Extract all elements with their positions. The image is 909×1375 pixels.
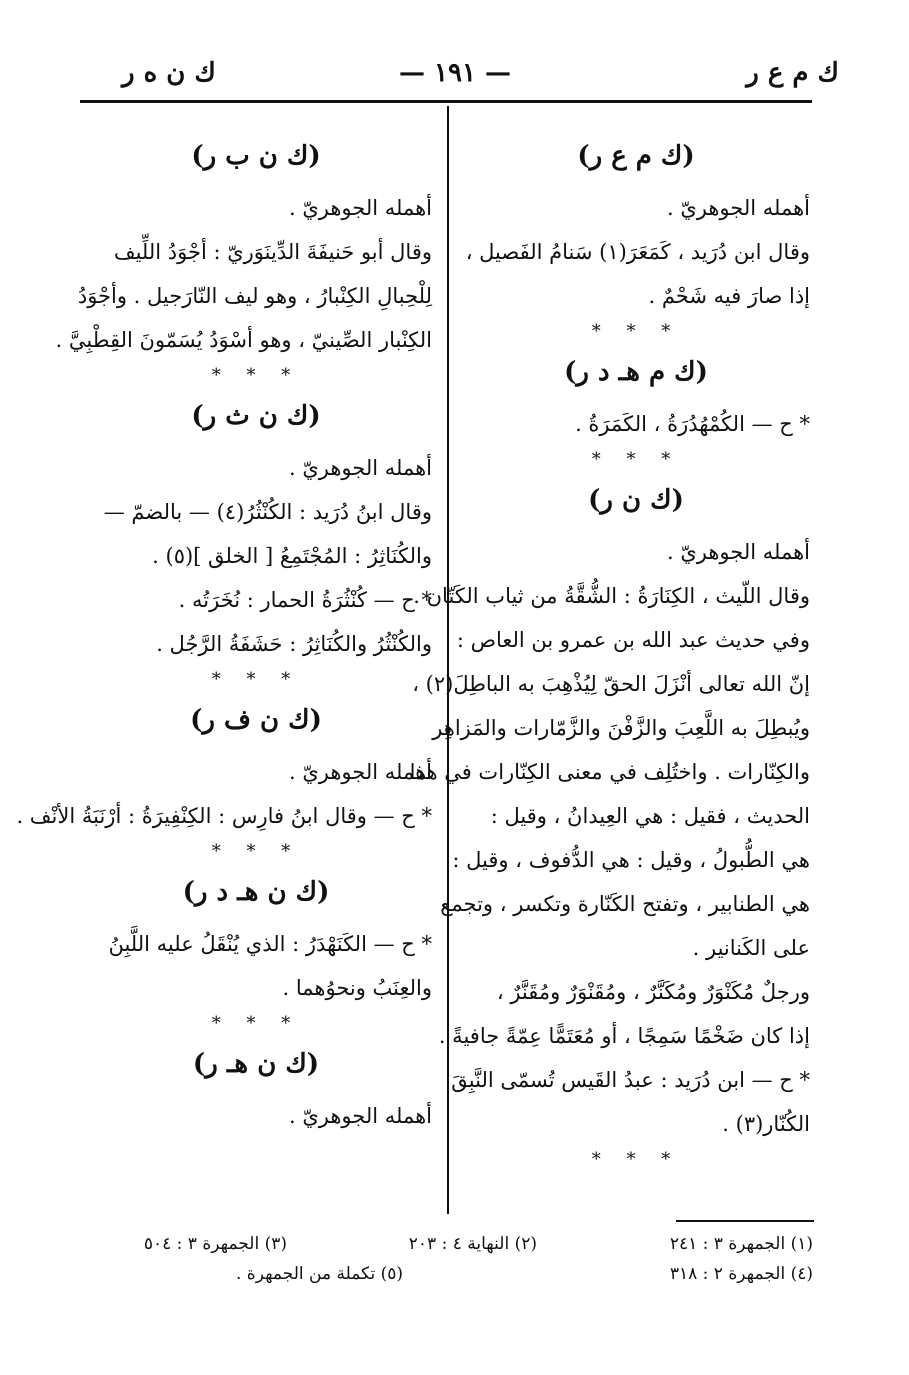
- entry-heading: (ك ن ب ر): [191, 141, 321, 171]
- entry-line: وقال ابنُ دُرَيد : الكُنْثُرُ(٤) — بالضمّ —: [103, 500, 432, 524]
- entry-line: أهمله الجوهريّ .: [288, 1104, 432, 1128]
- entry-line: أهمله الجوهريّ .: [288, 456, 432, 480]
- entry-line: وقال اللّيث ، الكِنَارَةُ : الشُّقَّةُ من ثياب الكَتّان .: [413, 584, 810, 608]
- entry-line: وقال أبو حَنيفَةَ الدِّينَوَريّ : أجْوَدُ اللِّيف: [113, 240, 432, 264]
- section-separator: * * *: [591, 1149, 681, 1170]
- entry-line: لِلْحِبالِ الكِنْبارُ ، وهو ليف النّارَجيل . وأجْوَدُ: [77, 284, 432, 308]
- left-column: [16, 128, 432, 1138]
- entry-line: وفي حديث عبد الله بن عمرو بن العاص :: [456, 628, 810, 652]
- entry-line: وقال ابن دُرَيد ، كَمَعَرَ(١) سَنامُ الفَصيل ،: [465, 240, 810, 264]
- running-head-left: ك ن ه ر: [122, 58, 216, 88]
- section-separator: * * *: [211, 1013, 301, 1034]
- header-rule: [80, 100, 812, 103]
- entry-line: الكِنْبار الصِّينيّ ، وهو أسْوَدُ يُسَمّونَ القِطْبِيَّ .: [55, 328, 432, 352]
- entry-line: أهمله الجوهريّ .: [666, 540, 810, 564]
- footnote-rule: [676, 1220, 814, 1222]
- entry-line: هي الطنابير ، وتفتح الكَنّارة وتكسر ، وتجمع: [440, 892, 810, 916]
- entry-heading: (ك ن ر): [588, 485, 684, 515]
- entry-heading: (ك ن هـ ر): [192, 1049, 320, 1079]
- footnote: (٤) الجمهرة ٢ : ٣١٨: [669, 1264, 813, 1284]
- entry-line: * ح — الكُمْهُدُرَةُ ، الكَمَرَةُ .: [575, 412, 810, 436]
- entry-line: والعِنَبُ ونحوُهما .: [282, 976, 432, 1000]
- entry-line: ورجلٌ مُكَنْوَرٌ ومُكَنَّرٌ ، ومُقَنْوَرٌ ومُقَنَّرٌ ،: [496, 980, 810, 1004]
- section-separator: * * *: [211, 841, 301, 862]
- section-separator: * * *: [211, 669, 301, 690]
- entry-line: هي الطُّبولُ ، وقيل : هي الدُّفوف ، وقيل :: [452, 848, 810, 872]
- section-separator: * * *: [591, 321, 681, 342]
- entry-heading: (ك ن ث ر): [191, 401, 321, 431]
- entry-line: ويُبطِلَ به اللَّعِبَ والزَّفْنَ والزَّمّارات والمَزاهِر: [432, 716, 810, 740]
- entry-heading: (ك م ع ر): [577, 141, 695, 171]
- section-separator: * * *: [211, 365, 301, 386]
- entry-line: أهمله الجوهريّ .: [288, 760, 432, 784]
- entry-line: أهمله الجوهريّ .: [288, 196, 432, 220]
- entry-line: * ح — ابن دُرَيد : عبدُ القَيس تُسمّى النَّبِقَ: [451, 1068, 810, 1092]
- entry-line: أهمله الجوهريّ .: [666, 196, 810, 220]
- page-number: — ١٩١ —: [398, 58, 512, 88]
- entry-line: إنّ الله تعالى أنْزَلَ الحقّ لِيُذْهِبَ به الباطِلَ(٢) ،: [412, 672, 810, 696]
- section-separator: * * *: [591, 449, 681, 470]
- right-column: [409, 128, 810, 1174]
- footnote: (١) الجمهرة ٣ : ٢٤١: [669, 1234, 813, 1254]
- entry-line: إذا كان ضَخْمًا سَمِجًا ، أو مُعَتَمًّا عِمّةً جافيةً .: [438, 1024, 810, 1048]
- entry-line: إذا صارَ فيه شَحْمٌ .: [648, 284, 810, 308]
- entry-heading: (ك ن هـ د ر): [182, 877, 330, 907]
- entry-heading: (ك ن ف ر): [190, 705, 322, 735]
- entry-line: على الكَنانير .: [692, 936, 810, 960]
- entry-line: والكُنَاثِرُ : المُجْتَمِعُ [ الخلق ](٥) .: [152, 544, 432, 568]
- entry-line: الحديث ، فقيل : هي العِيدانُ ، وقيل :: [490, 804, 810, 828]
- entry-heading: (ك م هـ د ر): [564, 357, 708, 387]
- running-head-right: ك م ع ر: [746, 58, 839, 88]
- entry-line: الكُنّار(٣) .: [722, 1112, 810, 1136]
- entry-line: والكِنّارات . واختُلِف في معنى الكِنّارات في هذا: [409, 760, 810, 784]
- entry-line: والكُنْثُرُ والكُنَاثِرُ : حَشَفَةُ الرَّجُل .: [156, 632, 432, 656]
- entry-line: * ح — كُنْثُرَةُ الحمار : نُخَرَتُه .: [178, 588, 432, 612]
- footnote: (٢) النهاية ٤ : ٢٠٣: [408, 1234, 537, 1254]
- footnote: (٥) تكملة من الجمهرة .: [236, 1264, 403, 1284]
- footnote: (٣) الجمهرة ٣ : ٥٠٤: [143, 1234, 287, 1254]
- entry-line: * ح — الكَنَهْدَرُ : الذي يُنْقَلُ عليه اللَّبِنُ: [108, 932, 432, 956]
- entry-line: * ح — وقال ابنُ فارِس : الكِنْفِيرَةُ : أرْنَبَةُ الأنْف .: [16, 804, 432, 828]
